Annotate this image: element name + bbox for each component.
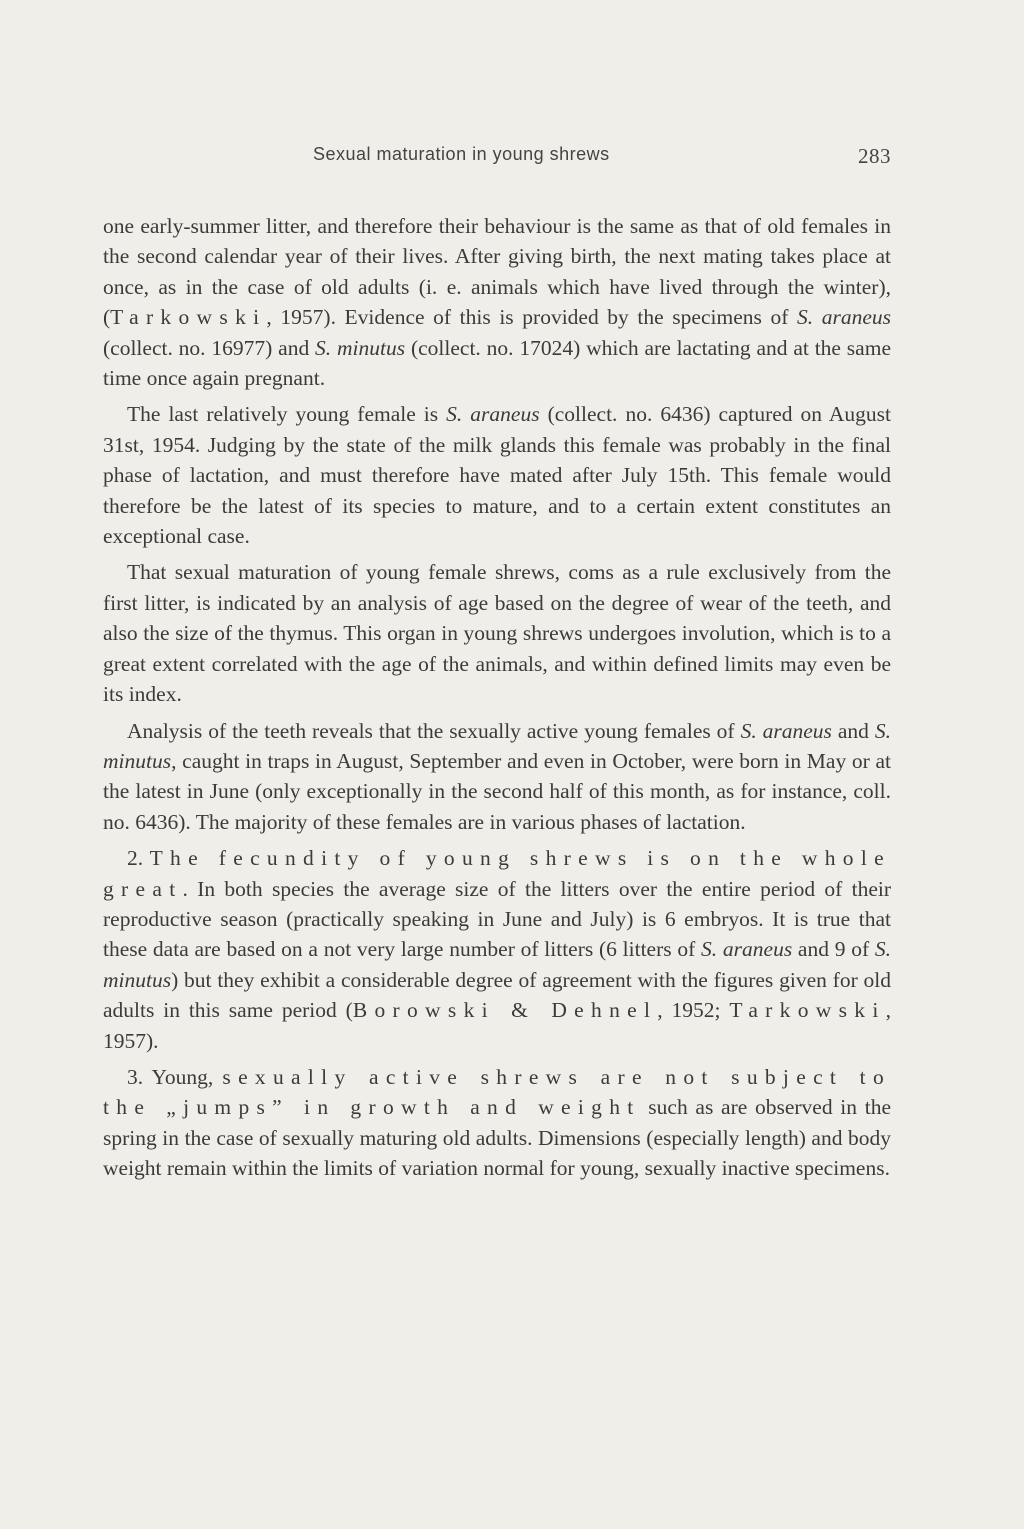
text-run: and 9 of [792,937,875,962]
species-name: S. minutus [103,937,892,992]
author-citation: Tarkowski [729,998,886,1023]
species-name: S. minutus [315,335,406,360]
text-run: , 1957). [103,998,891,1053]
species-name: S. araneus [446,402,540,427]
paragraph-5 [103,843,891,1056]
paragraph-4 [103,716,891,838]
text-run: and [831,718,875,743]
text-run: (collect. no. 17024) which are lactating and at the same time once again pregnant. [103,335,891,391]
spaced-emphasis: The fecundity of young shrews is on the whole great [103,846,892,901]
text-run: , 1957). Evidence of this is provided by the specimens of [266,305,797,330]
text-run: Analysis of the teeth reveals that the sexually active young females of [127,718,741,743]
text-run: such as are observed in the spring in the case of sexually maturing old adults. Dimensions (especially length) and body weight remain within the limits of variation normal for young, sexually inactive specimens. [103,1095,891,1181]
running-header [313,144,891,174]
text-run: The last relatively young female is [127,402,447,427]
page-number: 283 [858,144,891,168]
paragraph-3: That sexual maturation of young female shrews, coms as a rule exclusively from the first litter, is indicated by an analysis of age based on the degree of wear of the teeth, and also the size of the thymus. This organ in young shrews undergoes involution, which is to a great extent correlated with the age of the animals, and within defined limits may even be its index. [103,560,891,707]
text-run: , 1952; [657,998,730,1023]
species-name: S. araneus [740,718,832,743]
text-run: Young, [151,1064,223,1089]
spaced-emphasis: sexually active shrews are not subject to the „jumps” in growth and weight [103,1064,892,1120]
body-text [103,211,891,1184]
text-run: (collect. no. 16977) and [103,335,316,360]
paragraph-2 [103,399,891,551]
running-title: Sexual maturation in young shrews [313,144,610,164]
text-run: . In both species the average size of the litters over the entire period of their reproductive season (practically speaking in June and July) is 6 embryos. It is true that these data are based on a not very large number of litters (6 litters of [103,876,891,962]
item-number: 3. [127,1064,144,1089]
text-run: one early-summer litter, and therefore their behaviour is the same as that of old females in the second calendar year of their lives. After giving birth, the next mating takes place at once, as in the case of old adults (i. e. animals which have lived through the winter), ( [103,214,891,330]
text-run: ) but they exhibit a considerable degree of agreement with the figures given for old adults in this same period ( [103,967,891,1023]
species-name: S. araneus [701,937,793,962]
author-citation: Borowski & Dehnel [352,998,658,1023]
item-number: 2. [127,846,144,871]
species-name: S. araneus [796,305,891,330]
paragraph-1 [103,211,891,393]
paragraph-6 [103,1062,891,1184]
text-run: , caught in traps in August, September and even in October, were born in May or at the latest in June (only exceptionally in the second half of this month, as for instance, coll. no. 6436). The majority of these females are in various phases of lactation. [103,748,891,834]
species-name: S. minutus [103,718,892,773]
text-run: (collect. no. 6436) captured on August 31st, 1954. Judging by the state of the milk glands this female was probably in the final phase of lactation, and must therefore have mated after July 15th. This female would therefore be the latest of its species to mature, and to a certain extent constitutes an exceptional case. [103,402,891,549]
author-citation: Tarkowski [110,305,267,330]
